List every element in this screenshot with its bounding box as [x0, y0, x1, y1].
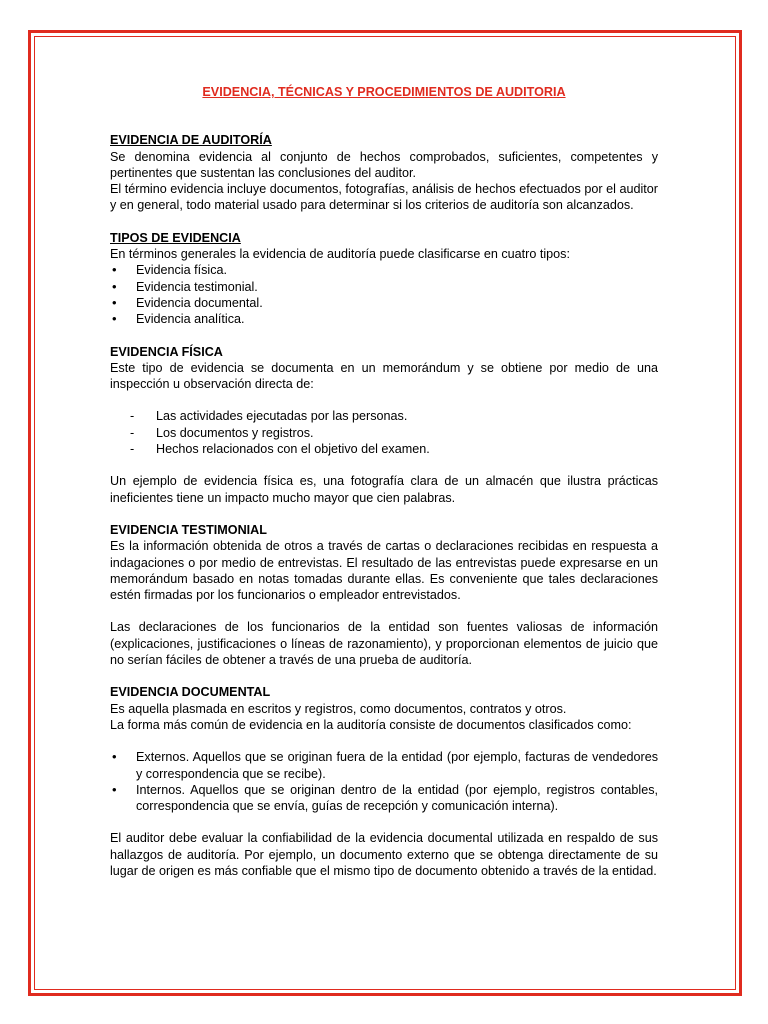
paragraph: Es la información obtenida de otros a través de cartas o declaraciones recibidas en respuesta a indagaciones o por medio de entrevistas. El resultado de las entrevistas puede expresarse en un memorándum basado en notas tomadas durante ellas. Es conveniente que tales declaraciones estén firmadas por los funcionarios o empleador entrevistados.: [110, 539, 658, 603]
section-tipos-evidencia: [110, 230, 658, 328]
section-evidencia-auditoria: [110, 132, 658, 213]
section-heading: EVIDENCIA DOCUMENTAL: [110, 685, 271, 700]
paragraph: Se denomina evidencia al conjunto de hechos comprobados, suficientes, competentes y pertinentes que sustentan las conclusiones del auditor.: [110, 149, 658, 180]
paragraph: Las declaraciones de los funcionarios de la entidad son fuentes valiosas de información (explicaciones, justificaciones o líneas de razonamiento), y proporcionan elementos de juicio que no serían fáciles de obtener a través de una prueba de auditoría.: [110, 620, 658, 668]
list-item: - Hechos relacionados con el objetivo del examen.: [130, 441, 658, 457]
dash-list: [110, 408, 658, 457]
paragraph: La forma más común de evidencia en la auditoría consiste de documentos clasificados como:: [110, 717, 632, 732]
section-evidencia-documental: [110, 684, 658, 879]
paragraph: Un ejemplo de evidencia física es, una fotografía clara de un almacén que ilustra prácticas ineficientes tiene un impacto mucho mayor que cien palabras.: [110, 474, 658, 505]
paragraph: Es aquella plasmada en escritos y registros, como documentos, contratos y otros.: [110, 701, 567, 716]
list-item: • Evidencia testimonial.: [110, 279, 658, 295]
paragraph: El auditor debe evaluar la confiabilidad de la evidencia documental utilizada en respaldo de sus hallazgos de auditoría. Por ejemplo, un documento externo que se obtenga directamente de su lugar de origen es más confiable que el mismo tipo de documento obtenido a través de la entidad.: [110, 831, 658, 878]
list-item: - Las actividades ejecutadas por las personas.: [130, 408, 658, 424]
paragraph: En términos generales la evidencia de auditoría puede clasificarse en cuatro tipos:: [110, 247, 570, 262]
list-item: • Evidencia documental.: [110, 295, 658, 311]
section-evidencia-fisica: [110, 344, 658, 506]
document-title: EVIDENCIA, TÉCNICAS Y PROCEDIMIENTOS DE AUDITORIA: [202, 85, 566, 99]
section-evidencia-testimonial: [110, 522, 658, 668]
section-heading: EVIDENCIA DE AUDITORÍA: [110, 133, 272, 148]
list-item: • Evidencia analítica.: [110, 311, 658, 327]
paragraph: Este tipo de evidencia se documenta en un memorándum y se obtiene por medio de una inspección u observación directa de:: [110, 360, 658, 392]
section-heading: EVIDENCIA TESTIMONIAL: [110, 522, 267, 537]
section-heading: EVIDENCIA FÍSICA: [110, 344, 223, 359]
list-item: - Los documentos y registros.: [130, 425, 658, 441]
paragraph: El término evidencia incluye documentos, fotografías, análisis de hechos efectuados por el auditor y en general, todo material usado para determinar si los criterios de auditoría son alcanzados.: [110, 182, 658, 213]
bullet-list: [110, 262, 658, 327]
list-item: • Internos. Aquellos que se originan dentro de la entidad (por ejemplo, registros contables, correspondencia que se envía, guías de recepción y comunicación interna).: [110, 782, 658, 815]
list-item: • Evidencia física.: [110, 262, 658, 278]
bullet-list: [110, 749, 658, 814]
document-body: [110, 84, 658, 879]
list-item: • Externos. Aquellos que se originan fuera de la entidad (por ejemplo, facturas de vendedores y correspondencia que se recibe).: [110, 749, 658, 782]
section-heading: TIPOS DE EVIDENCIA: [110, 230, 241, 245]
